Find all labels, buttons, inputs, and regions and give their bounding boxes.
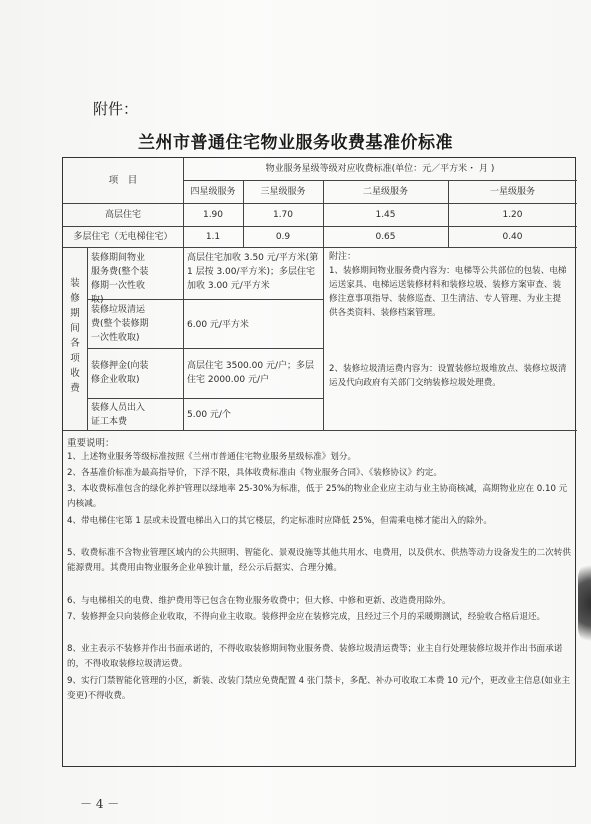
- renovation-item-rule: 5.00 元/个: [187, 410, 231, 420]
- price-cell: 0.65: [375, 232, 396, 242]
- price-cell: 1.1: [205, 232, 221, 242]
- price-cell: 1.70: [272, 210, 294, 220]
- attachment-label: 附件：: [93, 100, 139, 118]
- notes-title: 重要说明：: [67, 438, 115, 449]
- remark-item: 1、装修期间物业服务费内容为：电梯等公共部位的包装、电梯运送家具、电梯运送装修材料和装修垃圾、装修方案审查、装修注意事项指导、装修巡查、卫生清洁、专人管理、为业主提供各类资料、装修档案管理。: [329, 266, 567, 318]
- price-cell: 0.9: [275, 232, 291, 242]
- page-number: － 4 －: [80, 797, 120, 811]
- renovation-item-name: 装修押金(向装修企业收取): [91, 361, 149, 385]
- level-2star: 二星级服务: [362, 187, 408, 197]
- renovation-item-rule: 高层住宅加收 3.50 元/平方米(第 1 层按 3.00/平方米)；多层住宅加收 3.00 元/平方米: [187, 253, 319, 291]
- note-item: 8、业主表示不装修并作出书面承诺的，不得收取装修期间物业服务费、装修垃圾清运费等；业主自行处理装修垃圾并作出书面承诺的，不得收取装修垃圾清运费。: [67, 644, 563, 669]
- remark-item: 2、装修垃圾清运费内容为：设置装修垃圾堆放点、装修垃圾清运及代向政府有关部门交纳装修垃圾处理费。: [329, 364, 567, 388]
- price-cell: 1.45: [375, 210, 396, 220]
- note-item: 7、装修押金只向装修企业收取，不得向业主收取。装修押金应在装修完成，且经过三个月的采暖期测试，经验收合格后退还。: [67, 612, 546, 622]
- note-item: 5、收费标准不含物业管理区域内的公共照明、智能化、景观设施等其他共用水、电费用，以及供水、供热等动力设备发生的二次转供能源费用。其费用由物业服务企业单独计量，经公示后据实、合理分摊。: [67, 548, 571, 573]
- renovation-item-name: 装修期间物业服务费(整个装修期一次性收取): [91, 253, 149, 305]
- page-title: 兰州市普通住宅物业服务收费基准价标准: [138, 133, 453, 153]
- note-item: 6、与电梯相关的电费、维护费用等已包含在物业服务收费中；但大修、中修和更新、改造费用除外。: [67, 596, 451, 606]
- fee-standard-table: [62, 157, 576, 767]
- note-item: 3、本收费标准包含的绿化养护管理以绿地率 25-30%为标准，低于 25%的物业企业应主动与业主协商核减，高期物业应在 0.10 元内核减。: [67, 484, 568, 509]
- price-cell: 1.20: [502, 210, 523, 220]
- item-header: 项 目: [108, 175, 138, 186]
- price-cell: 1.90: [202, 210, 224, 220]
- row-label-multi-storey: 多层住宅（无电梯住宅）: [73, 232, 173, 242]
- standard-header: 物业服务星级等级对应收费标准(单位：元／平方米・ 月 ): [265, 164, 495, 174]
- page-edge-shadow: [578, 558, 591, 648]
- note-item: 2、各基准价标准为最高指导价，下浮不限，具体收费标准由《物业服务合同》、《装修协议》约定。: [67, 468, 442, 478]
- note-item: 9、实行门禁智能化管理的小区，新装、改装门禁应免费配置 4 张门禁卡，多配、补办可收取工本费 10 元/个，更改业主信息(如业主变更)不得收费。: [67, 676, 571, 701]
- renovation-item-name: 装修人员出入证工本费: [91, 403, 146, 427]
- level-1star: 一星级服务: [489, 187, 535, 197]
- renovation-item-rule: 6.00 元/平方米: [187, 320, 249, 330]
- renovation-item-rule: 高层住宅 3500.00 元/户；多层住宅 2000.00 元/户: [187, 361, 314, 385]
- remark-title: 附注：: [329, 252, 357, 262]
- row-label-high-rise: 高层住宅: [104, 210, 141, 220]
- renovation-item-name: 装修垃圾清运费(整个装修期一次性收取): [91, 305, 149, 343]
- note-item: 1、上述物业服务等级标准按照《兰州市普通住宅物业服务星级标准》划分。: [67, 452, 357, 462]
- renovation-group-label: 装修期间各项收费: [70, 278, 80, 394]
- level-3star: 三星级服务: [260, 187, 306, 197]
- price-cell: 0.40: [502, 232, 523, 242]
- level-4star: 四星级服务: [190, 187, 236, 197]
- note-item: 4、带电梯住宅第 1 层或未设置电梯出入口的其它楼层，约定标准时应降低 25%，但需乘电梯才能出入的除外。: [67, 516, 492, 526]
